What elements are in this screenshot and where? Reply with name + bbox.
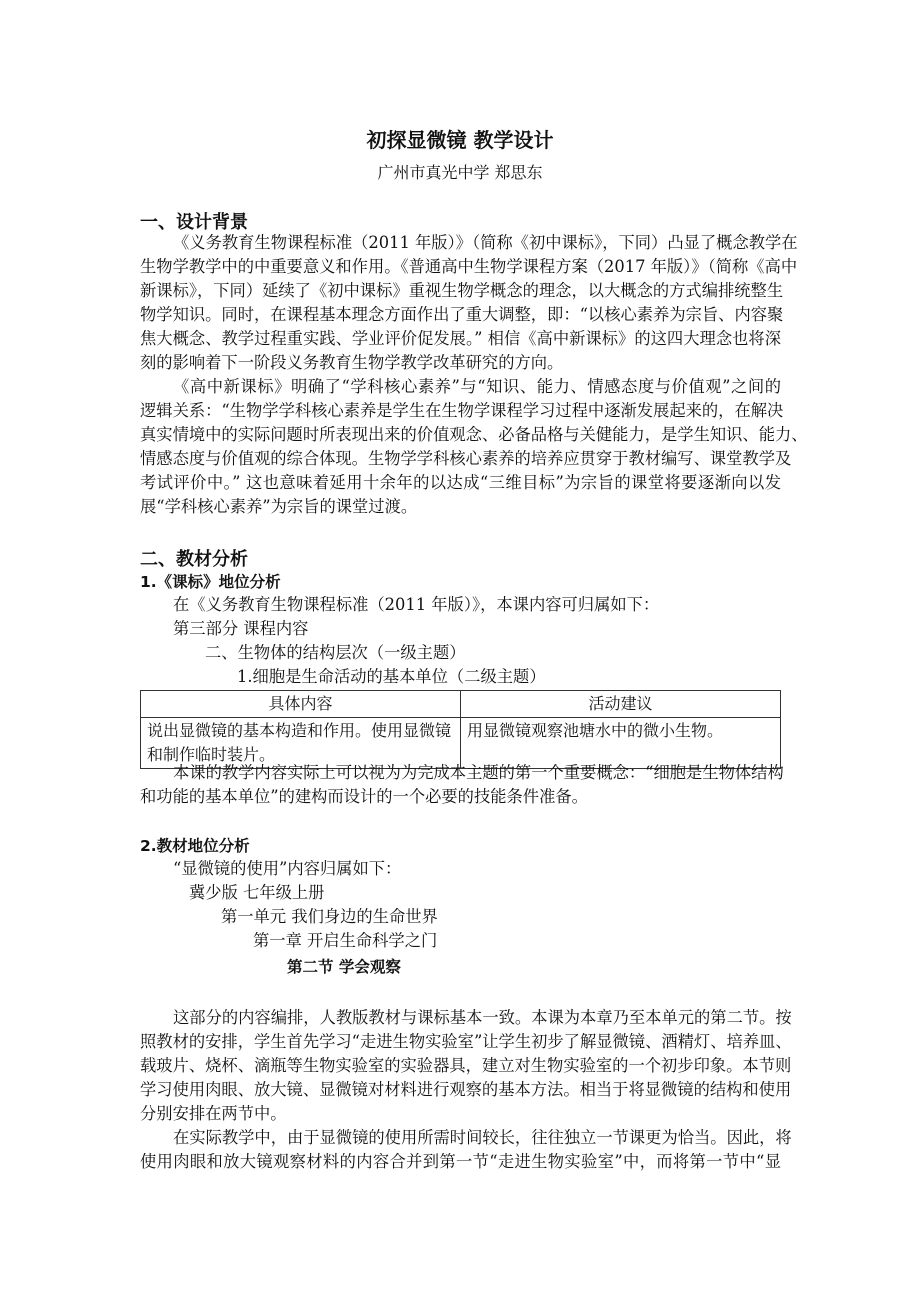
subheading-standard: 1.《课标》地位分析 (140, 573, 281, 591)
text-line: 第一章 开启生命科学之门 (253, 931, 438, 950)
subheading-textbook: 2.教材地位分析 (140, 837, 250, 855)
text-line: 第三部分 课程内容 (173, 619, 309, 638)
paragraph-line: 本课的教学内容实际上可以视为为完成本主题的第一个重要概念：“细胞是生物体结构 (173, 763, 784, 782)
table-header-row (141, 691, 781, 718)
paragraph-line: 情感态度与价值观的综合体现。生物学学科核心素养的培养应贯穿于教材编写、课堂教学及 (140, 449, 792, 468)
paragraph-line: 分别安排在两节中。 (140, 1104, 287, 1123)
paragraph-line: 刻的影响着下一阶段义务教育生物学教学改革研究的方向。 (140, 353, 564, 372)
table-header: 活动建议 (461, 691, 781, 718)
text-line: 第一单元 我们身边的生命世界 (221, 907, 438, 926)
paragraph-line: 和功能的基本单位”的建构而设计的一个必要的技能条件准备。 (140, 787, 588, 806)
paragraph-line: 逻辑关系：“生物学学科核心素养是学生在生物学课程学习过程中逐渐发展起来的，在解决 (140, 401, 784, 420)
standard-table (140, 690, 781, 769)
paragraph-line: 展“学科核心素养”为宗旨的课堂过渡。 (140, 497, 418, 516)
paragraph-line: 物学知识。同时，在课程基本理念方面作出了重大调整，即：“以核心素养为宗旨、内容聚 (140, 305, 784, 324)
text-line: “显微镜的使用”内容归属如下： (173, 859, 402, 878)
text-line: 1.细胞是生命活动的基本单位（二级主题） (237, 667, 546, 686)
table-cell: 用显微镜观察池塘水中的微小生物。 (461, 718, 781, 769)
paragraph-line: 学习使用肉眼、放大镜、显微镜对材料进行观察的基本方法。相当于将显微镜的结构和使用 (140, 1080, 792, 1099)
paragraph-line: 照教材的安排，学生首先学习“走进生物实验室”让学生初步了解显微镜、酒精灯、培养皿、 (140, 1032, 792, 1051)
paragraph-line: 在实际教学中，由于显微镜的使用所需时间较长，往往独立一节课更为恰当。因此，将 (173, 1128, 792, 1147)
document-title: 初探显微镜 教学设计 (366, 128, 554, 152)
paragraph-line: 《义务教育生物课程标准（2011 年版）》（简称《初中课标》，下同）凸显了概念教学在 (173, 233, 798, 252)
paragraph-line: 《高中新课标》明确了“学科核心素养”与“知识、能力、情感态度与价值观”之间的 (173, 377, 781, 396)
text-line: 冀少版 七年级上册 (189, 883, 325, 902)
paragraph-line: 这部分的内容编排，人教版教材与课标基本一致。本课为本章乃至本单元的第二节。按 (173, 1008, 792, 1027)
author-line: 广州市真光中学 郑思东 (377, 163, 543, 182)
table-header: 具体内容 (141, 691, 461, 718)
text-line: 二、生物体的结构层次（一级主题） (205, 643, 466, 662)
paragraph-line: 使用肉眼和放大镜观察材料的内容合并到第一节“走进生物实验室”中，而将第一节中“显 (140, 1152, 781, 1171)
paragraph-line: 新课标》，下同）延续了《初中课标》重视生物学概念的理念，以大概念的方式编排统整生 (140, 281, 784, 300)
section-heading-materials: 二、教材分析 (140, 549, 248, 570)
paragraph-line: 考试评价中。” 这也意味着延用十余年的以达成“三维目标”为宗旨的课堂将要逐渐向以发 (140, 473, 781, 492)
text-line: 在《义务教育生物课程标准（2011 年版）》，本课内容可归属如下： (173, 595, 660, 614)
paragraph-line: 焦大概念、教学过程重实践、学业评价促发展。” 相信《高中新课标》的这四大理念也将深 (140, 329, 781, 348)
text-line-bold: 第二节 学会观察 (287, 958, 401, 976)
paragraph-line: 生物学教学中的中重要意义和作用。《普通高中生物学课程方案（2017 年版）》（简称《高中 (140, 257, 798, 276)
section-heading-background: 一、设计背景 (140, 212, 248, 233)
paragraph-line: 真实情境中的实际问题时所表现出来的价值观念、必备品格与关健能力，是学生知识、能力、 (140, 425, 808, 444)
paragraph-line: 载玻片、烧杯、滴瓶等生物实验室的实验器具，建立对生物实验室的一个初步印象。本节则 (140, 1056, 792, 1075)
table-cell: 说出显微镜的基本构造和作用。使用显微镜和制作临时装片。 (141, 718, 461, 769)
